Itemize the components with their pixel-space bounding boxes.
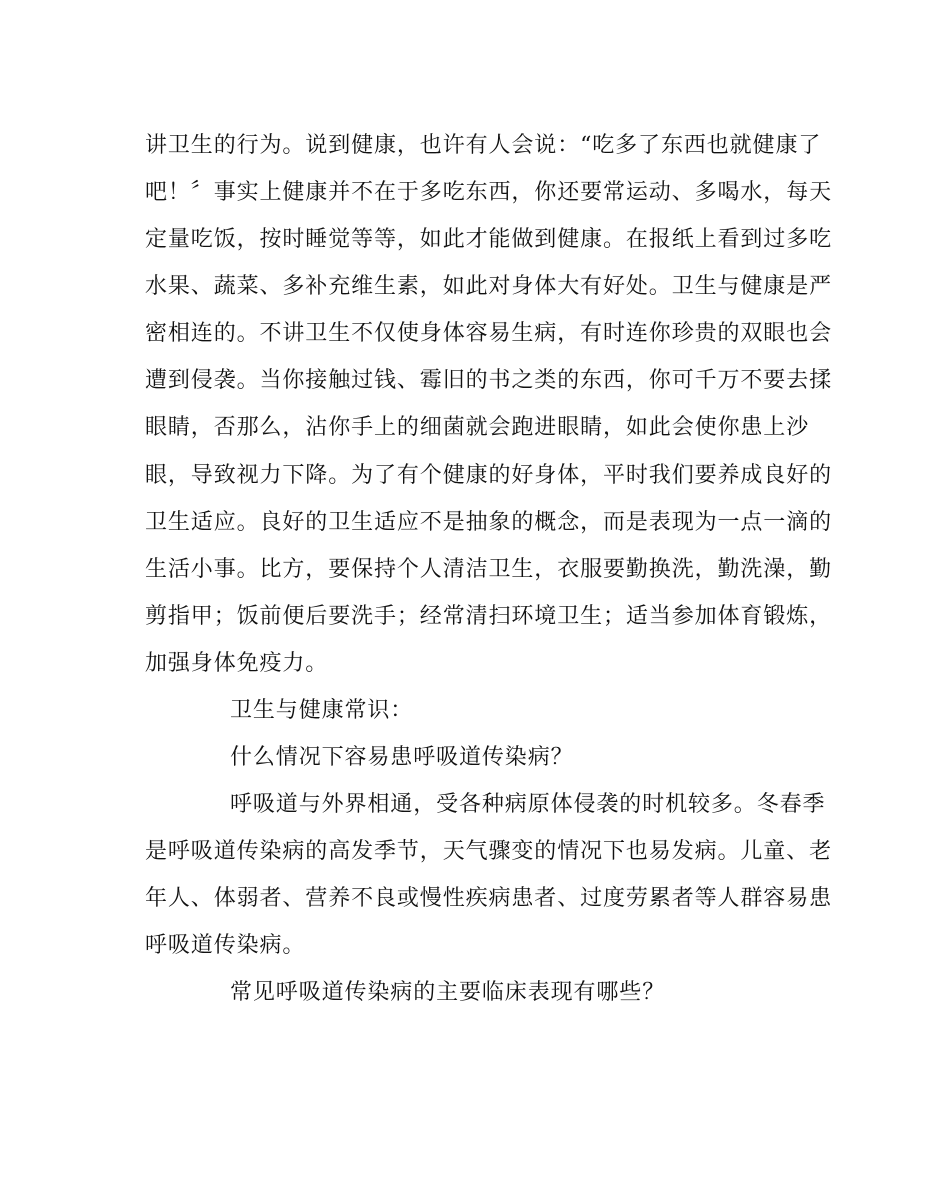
paragraph-line: 是呼吸道传染病的高发季节，天气骤变的情况下也易发病。儿童、老 [145,839,833,864]
paragraph-line: 呼吸道与外界相通，受各种病原体侵袭的时机较多。冬春季 [230,792,826,817]
paragraph-line: 剪指甲；饭前便后要洗手；经常清扫环境卫生；适当参加体育锻炼， [145,604,833,629]
paragraph-line: 定量吃饭，按时睡觉等等，如此才能做到健康。在报纸上看到过多吃 [145,227,833,252]
paragraph-line: 讲卫生的行为。说到健康，也许有人会说：“吃多了东西也就健康了 [145,133,822,158]
paragraph-line: 卫生适应。良好的卫生适应不是抽象的概念，而是表现为一点一滴的 [145,510,833,535]
paragraph-line: 水果、蔬菜、多补充维生素，如此对身体大有好处。卫生与健康是严 [145,274,833,299]
paragraph-line: 呼吸道传染病。 [145,933,306,958]
paragraph-line: 眼睛，否那么，沾你手上的细菌就会跑进眼睛，如此会使你患上沙 [145,415,810,440]
paragraph-line: 吧！〞事实上健康并不在于多吃东西，你还要常运动、多喝水，每天 [145,180,833,205]
paragraph-line: 年人、体弱者、营养不良或慢性疾病患者、过度劳累者等人群容易患 [145,886,833,911]
paragraph-line: 加强身体免疫力。 [145,651,329,676]
paragraph-line: 密相连的。不讲卫生不仅使身体容易生病，有时连你珍贵的双眼也会 [145,321,833,346]
paragraph-line: 遭到侵袭。当你接触过钱、霉旧的书之类的东西，你可千万不要去揉 [145,368,833,393]
paragraph-line: 眼，导致视力下降。为了有个健康的好身体，平时我们要养成良好的 [145,463,833,488]
question-heading: 什么情况下容易患呼吸道传染病？ [230,745,574,770]
paragraph-line: 生活小事。比方，要保持个人清洁卫生，衣服要勤换洗，勤洗澡，勤 [145,557,833,582]
section-heading: 卫生与健康常识： [230,698,414,723]
question-heading: 常见呼吸道传染病的主要临床表现有哪些？ [230,980,666,1005]
